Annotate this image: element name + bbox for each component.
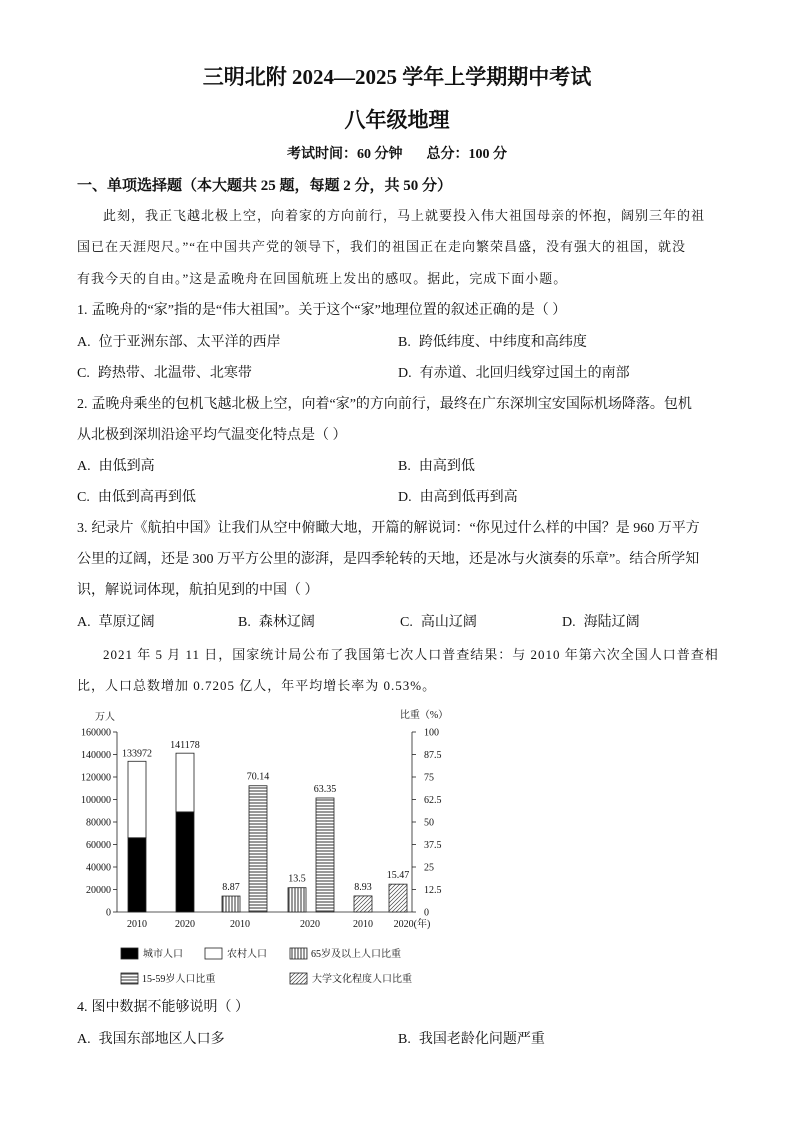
data-label-65plus-ratio-2010: 8.87 xyxy=(222,882,240,894)
option-text: 位于亚洲东部、太平洋的西岸 xyxy=(98,335,281,350)
option-text: 我国东部地区人口多 xyxy=(98,1032,225,1047)
bar-65plus-ratio-2010 xyxy=(222,896,240,912)
option-text: 跨低纬度、中纬度和高纬度 xyxy=(418,335,587,350)
left-tick-label: 100000 xyxy=(81,795,111,806)
right-tick-label: 62.5 xyxy=(424,795,442,806)
exam-time: 考试时间：60 分钟 xyxy=(287,147,403,162)
question-2-option-d xyxy=(398,489,518,507)
right-tick-label: 0 xyxy=(424,907,429,919)
option-text: 由低到高再到低 xyxy=(97,490,196,505)
bar-rural-population-2020 xyxy=(176,753,194,812)
option-letter: C. xyxy=(77,366,90,381)
option-letter: C. xyxy=(400,615,413,630)
question-3-option-b xyxy=(238,614,315,632)
right-axis-label: 比重（%） xyxy=(399,710,449,721)
x-tick-label: 2010 xyxy=(230,919,250,930)
question-text: 图中数据不能够说明（ ） xyxy=(91,1000,249,1015)
question-text: 孟晚舟乘坐的包机飞越北极上空，向着“家”的方向前行，最终在广东深圳宝安国际机场降落。包机 xyxy=(91,397,692,412)
option-text: 由高到低 xyxy=(418,459,475,474)
right-tick-label: 50 xyxy=(424,817,434,829)
bar-urban-population-2020 xyxy=(176,812,194,912)
data-label-university-ratio-2010: 8.93 xyxy=(354,881,372,893)
option-letter: C. xyxy=(77,490,90,505)
question-3-option-a xyxy=(77,614,155,632)
right-tick-label: 100 xyxy=(424,727,439,739)
left-tick-label: 60000 xyxy=(86,840,111,851)
question-4-option-b xyxy=(398,1031,545,1049)
x-tick-label: 2020 xyxy=(175,919,195,930)
chart-marks xyxy=(81,728,442,931)
data-label-university-ratio-2020: 15.47 xyxy=(386,870,410,882)
legend-label-65plus: 65岁及以上人口比重 xyxy=(311,949,401,960)
option-text: 跨热带、北温带、北寒带 xyxy=(97,366,252,381)
left-tick-label: 140000 xyxy=(81,750,111,761)
option-text: 海陆辽阔 xyxy=(583,615,640,630)
left-tick-label: 20000 xyxy=(86,885,111,896)
legend-label-15-59: 15-59岁人口比重 xyxy=(142,974,216,985)
bar-65plus-ratio-2020 xyxy=(288,888,306,912)
passage2-line: 比，人口总数增加 0.7205 亿人，年平均增长率为 0.53%。 xyxy=(77,678,437,693)
question-3-option-c xyxy=(400,614,477,632)
left-tick-label: 120000 xyxy=(81,772,111,784)
legend-swatch-rural xyxy=(205,948,222,959)
data-label-15-59-ratio-2010: 70.14 xyxy=(246,771,270,783)
passage1-line: 国已在天涯咫尺。”“在中国共产党的领导下，我们的祖国正在走向繁荣昌盛，没有强大的祖国，就没 xyxy=(77,239,687,254)
option-text: 有赤道、北回归线穿过国土的南部 xyxy=(419,366,630,381)
question-2-option-b xyxy=(398,458,475,476)
option-text: 高山辽阔 xyxy=(420,615,477,630)
option-letter: D. xyxy=(398,490,412,505)
population-chart xyxy=(60,700,460,995)
passage1-line: 此刻，我正飞越北极上空，向着家的方向前行，马上就要投入伟大祖国母亲的怀抱，阔别三年的祖 xyxy=(103,208,706,223)
option-text: 森林辽阔 xyxy=(258,615,315,630)
option-letter: B. xyxy=(398,1032,411,1047)
legend-swatch-urban xyxy=(121,948,138,959)
x-tick-label: 2020 xyxy=(300,919,320,930)
question-2-stem-line: 从北极到深圳沿途平均气温变化特点是（ ） xyxy=(77,428,347,443)
question-3-stem xyxy=(77,520,700,538)
left-tick-label: 0 xyxy=(106,907,111,919)
bar-urban-population-2010 xyxy=(128,838,146,912)
option-text: 由低到高 xyxy=(98,459,155,474)
right-tick-label: 75 xyxy=(424,772,434,784)
question-1-option-d xyxy=(398,365,630,383)
legend-swatch-65plus xyxy=(290,948,307,959)
option-letter: D. xyxy=(398,366,412,381)
bar-rural-population-2010 xyxy=(128,761,146,837)
right-tick-label: 37.5 xyxy=(424,840,442,851)
bar-15-59-ratio-2010 xyxy=(249,786,267,912)
question-1-option-a xyxy=(77,334,281,352)
legend-label-university: 大学文化程度人口比重 xyxy=(312,974,412,985)
option-letter: D. xyxy=(562,615,576,630)
question-3-stem-line: 识，解说词体现，航拍见到的中国（ ） xyxy=(77,583,319,598)
option-text: 我国老龄化问题严重 xyxy=(418,1032,545,1047)
question-number: 3. xyxy=(77,521,88,536)
exam-title: 三明北附 2024—2025 学年上学期期中考试 xyxy=(202,65,592,89)
chart-legend xyxy=(121,947,412,985)
question-1-stem xyxy=(77,302,566,320)
subject-title: 八年级地理 xyxy=(344,108,450,132)
left-tick-label: 40000 xyxy=(86,862,111,874)
option-letter: B. xyxy=(398,335,411,350)
x-tick-label: 2010 xyxy=(127,919,147,930)
question-number: 1. xyxy=(77,303,88,318)
bar-university-ratio-2020 xyxy=(389,884,407,912)
data-label-total-population-2020: 141178 xyxy=(170,740,200,752)
question-4-stem xyxy=(77,999,249,1017)
bar-university-ratio-2010 xyxy=(354,896,372,912)
right-tick-label: 25 xyxy=(424,862,434,874)
option-letter: B. xyxy=(398,459,411,474)
passage1-line: 有我今天的自由。”这是孟晚舟在回国航班上发出的感叹。据此，完成下面小题。 xyxy=(77,271,568,286)
question-4-option-a xyxy=(77,1031,225,1049)
data-label-total-population-2010: 133972 xyxy=(122,748,152,760)
left-axis-label: 万人 xyxy=(95,712,115,723)
question-text: 纪录片《航拍中国》让我们从空中俯瞰大地，开篇的解说词：“你见过什么样的中国？是 960 万平方 xyxy=(91,521,700,536)
question-number: 4. xyxy=(77,1000,88,1015)
question-2-option-a xyxy=(77,458,155,476)
passage2-line: 2021 年 5 月 11 日，国家统计局公布了我国第七次人口普查结果：与 2010 年第六次全国人口普查相 xyxy=(103,647,719,662)
question-1-option-c xyxy=(77,365,252,383)
left-tick-label: 160000 xyxy=(81,727,111,739)
section-heading: 一、单项选择题（本大题共 25 题，每题 2 分，共 50 分） xyxy=(77,178,453,194)
data-label-65plus-ratio-2020: 13.5 xyxy=(288,873,306,885)
x-tick-label: 2010 xyxy=(353,919,373,930)
option-letter: A. xyxy=(77,615,91,630)
right-tick-label: 12.5 xyxy=(424,885,442,896)
legend-swatch-15-59 xyxy=(121,973,138,984)
option-letter: A. xyxy=(77,335,91,350)
legend-label-urban: 城市人口 xyxy=(143,949,183,960)
exam-info xyxy=(0,146,794,164)
legend-swatch-university xyxy=(290,973,307,984)
right-tick-label: 87.5 xyxy=(424,750,442,761)
question-3-stem-line: 公里的辽阔，还是 300 万平方公里的澎湃，是四季轮转的天地，还是冰与火演奏的乐章”。结合所学知 xyxy=(77,552,700,567)
data-label-15-59-ratio-2020: 63.35 xyxy=(313,783,337,795)
question-number: 2. xyxy=(77,397,88,412)
left-tick-label: 80000 xyxy=(86,817,111,829)
x-tick-label: 2020(年) xyxy=(393,919,431,930)
question-2-option-c xyxy=(77,489,196,507)
question-1-option-b xyxy=(398,334,587,352)
question-2-stem xyxy=(77,396,692,414)
option-letter: B. xyxy=(238,615,251,630)
total-score: 总分：100 分 xyxy=(426,147,507,162)
bar-15-59-ratio-2020 xyxy=(316,798,334,912)
legend-label-rural: 农村人口 xyxy=(227,949,267,960)
option-text: 由高到低再到高 xyxy=(419,490,518,505)
question-text: 孟晚舟的“家”指的是“伟大祖国”。关于这个“家”地理位置的叙述正确的是（ ） xyxy=(91,303,567,318)
option-letter: A. xyxy=(77,459,91,474)
question-3-option-d xyxy=(562,614,640,632)
option-text: 草原辽阔 xyxy=(98,615,155,630)
option-letter: A. xyxy=(77,1032,91,1047)
